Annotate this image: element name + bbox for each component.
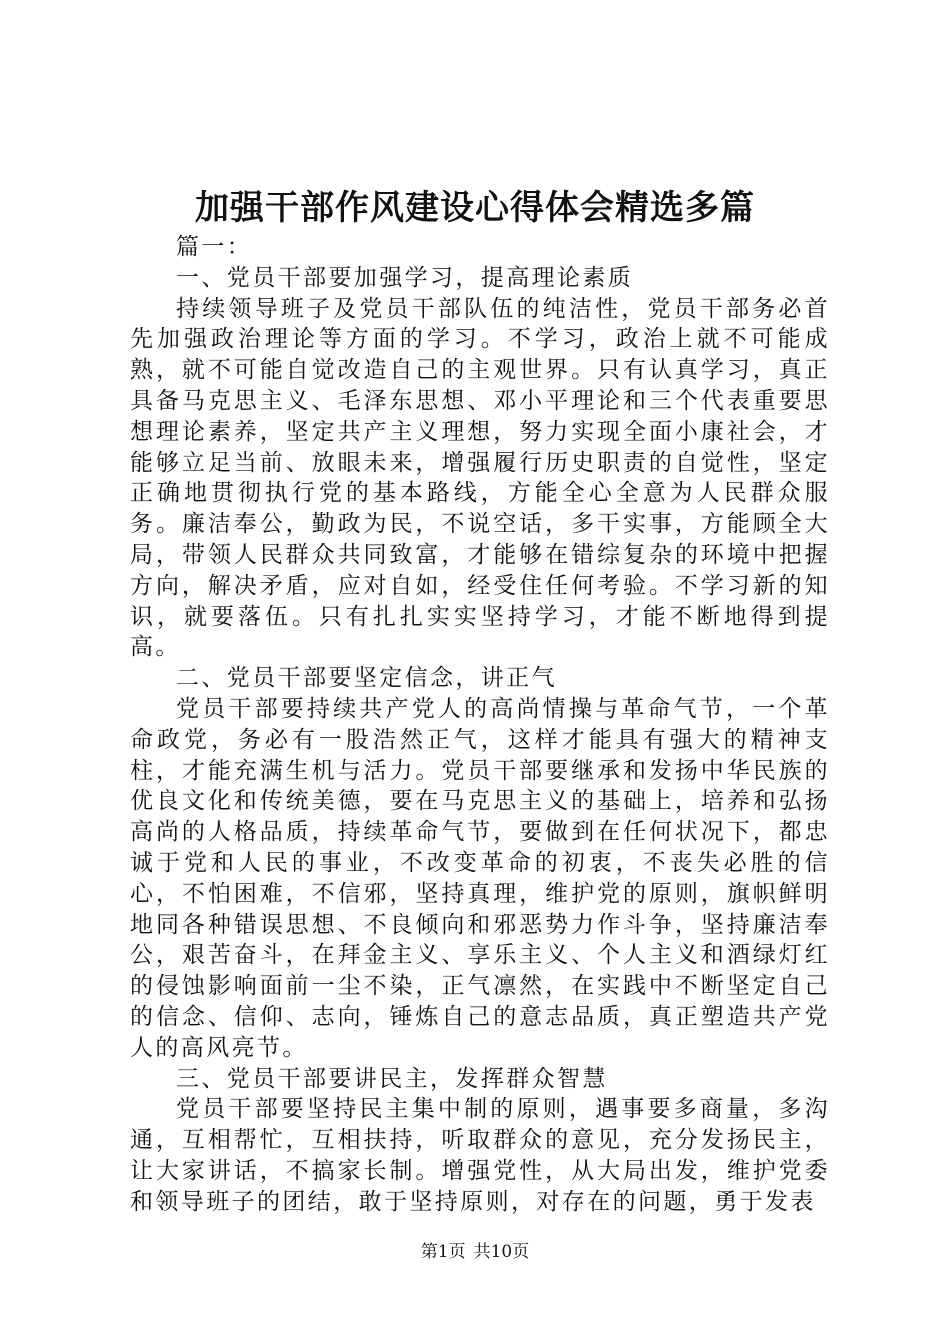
heading-1: 一、党员干部要加强学习，提高理论素质: [176, 264, 634, 291]
paragraph-3: 党员干部要坚持民主集中制的原则，遇事要多商量，多沟通，互相帮忙，互相扶持，听取群众的意见，充分发扬民主，让大家讲话，不搞家长制。增强党性，从大局出发，维护党委和领导班子的团结，敢于坚持原则，对存在的问题，勇于发表: [130, 1096, 830, 1215]
heading-3: 三、党员干部要讲民主，发挥群众智慧: [176, 1065, 608, 1092]
document-title: 加强干部作风建设心得体会精选多篇: [195, 188, 755, 228]
document-body: [130, 232, 830, 1218]
paragraph-2: 党员干部要持续共产党人的高尚情操与革命气节，一个革命政党，务必有一股浩然正气，这样才能具有强大的精神支柱，才能充满生机与活力。党员干部要继承和发扬中华民族的优良文化和传统美德，要在马克思主义的基础上，培养和弘扬高尚的人格品质，持续革命气节，要做到在任何状况下，都忠诚于党和人民的事业，不改变革命的初衷，不丧失必胜的信心，不怕困难，不信邪，坚持真理，维护党的原则，旗帜鲜明地同各种错误思想、不良倾向和邪恶势力作斗争，坚持廉洁奉公，艰苦奋斗，在拜金主义、享乐主义、个人主义和酒绿灯红的侵蚀影响面前一尘不染，正气凛然，在实践中不断坚定自己的信念、信仰、志向，锤炼自己的意志品质，真正塑造共产党人的高风亮节。: [130, 695, 830, 1061]
section-label: 篇一：: [176, 234, 253, 260]
page-number-current: 第1页: [420, 1242, 466, 1262]
page-footer: [0, 1240, 950, 1264]
page-number-total: 共10页: [473, 1242, 530, 1262]
paragraph-1: 持续领导班子及党员干部队伍的纯洁性，党员干部务必首先加强政治理论等方面的学习。不学习，政治上就不可能成熟，就不可能自觉改造自己的主观世界。只有认真学习，真正具备马克思主义、毛泽东思想、邓小平理论和三个代表重要思想理论素养，坚定共产主义理想，努力实现全面小康社会，才能够立足当前、放眼未来，增强履行历史职责的自觉性，坚定正确地贯彻执行党的基本路线，方能全心全意为人民群众服务。廉洁奉公，勤政为民，不说空话，多干实事，方能顾全大局，带领人民群众共同致富，才能够在错综复杂的环境中把握方向，解决矛盾，应对自如，经受住任何考验。不学习新的知识，就要落伍。只有扎扎实实坚持学习，才能不断地得到提高。: [130, 295, 830, 661]
heading-2: 二、党员干部要坚定信念，讲正气: [176, 665, 557, 692]
